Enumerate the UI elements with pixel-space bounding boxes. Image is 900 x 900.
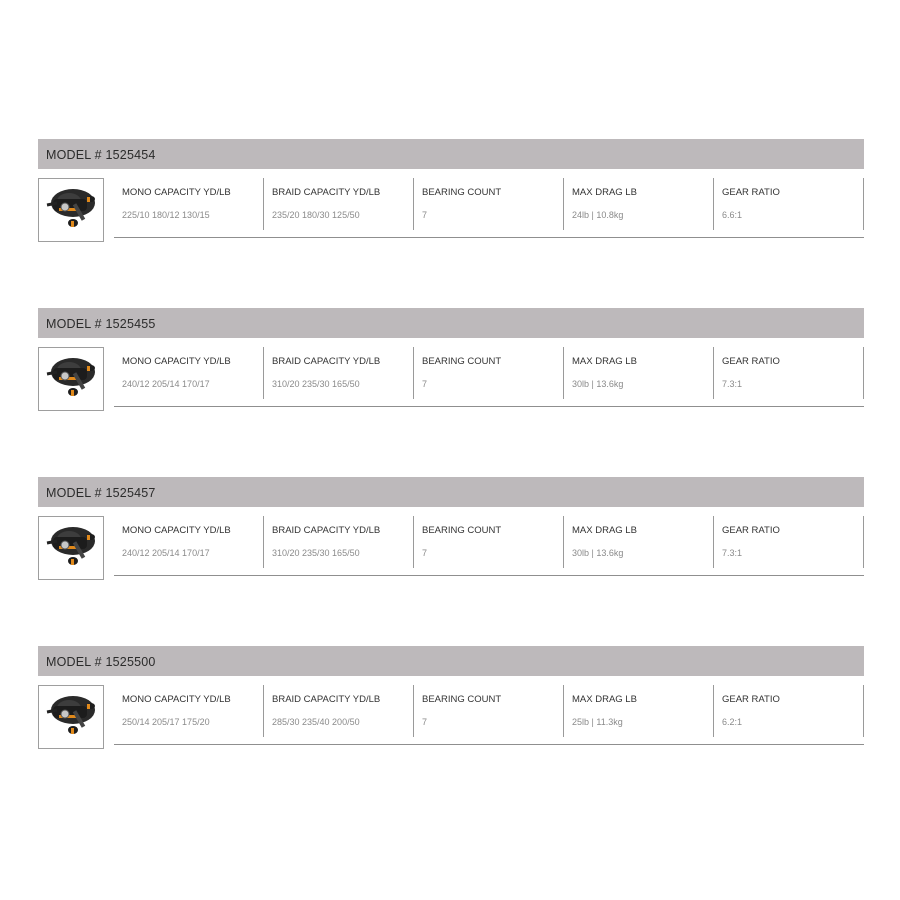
spec-label: MAX DRAG LB xyxy=(572,694,637,705)
spec-label: BEARING COUNT xyxy=(422,525,502,536)
spec-label: BRAID CAPACITY YD/LB xyxy=(272,187,381,198)
spec-value: 310/20 235/30 165/50 xyxy=(272,548,360,558)
spec-value: 7.3:1 xyxy=(722,379,743,389)
spec-label: GEAR RATIO xyxy=(722,356,780,367)
spec-label: BRAID CAPACITY YD/LB xyxy=(272,694,381,705)
spec-row xyxy=(114,685,864,745)
spec-value: 7.3:1 xyxy=(722,548,743,558)
spec-mono-capacity xyxy=(114,516,264,568)
spec-gear-ratio xyxy=(714,516,864,568)
spec-bearing-count xyxy=(414,516,564,568)
spec-label: MONO CAPACITY YD/LB xyxy=(122,525,231,536)
spec-row xyxy=(114,178,864,238)
spec-max-drag xyxy=(564,685,714,737)
spec-value: 30lb | 13.6kg xyxy=(572,548,624,558)
spec-value: 7 xyxy=(422,717,428,727)
spec-gear-ratio xyxy=(714,178,864,230)
spec-value: 7 xyxy=(422,379,428,389)
spec-label: GEAR RATIO xyxy=(722,694,780,705)
spec-gear-ratio xyxy=(714,347,864,399)
spec-mono-capacity xyxy=(114,347,264,399)
spec-braid-capacity xyxy=(264,685,414,737)
baitcasting-reel-icon[interactable] xyxy=(38,347,104,411)
model-header: MODEL # 1525454 xyxy=(38,139,864,169)
spec-value: 30lb | 13.6kg xyxy=(572,379,624,389)
model-card-2 xyxy=(38,308,864,408)
baitcasting-reel-icon[interactable] xyxy=(38,178,104,242)
spec-value: 240/12 205/14 170/17 xyxy=(122,379,210,389)
spec-value: 7 xyxy=(422,210,428,220)
spec-value: 250/14 205/17 175/20 xyxy=(122,717,210,727)
spec-mono-capacity xyxy=(114,685,264,737)
model-header: MODEL # 1525455 xyxy=(38,308,864,338)
spec-gear-ratio xyxy=(714,685,864,737)
spec-bearing-count xyxy=(414,685,564,737)
spec-row xyxy=(114,516,864,576)
spec-bearing-count xyxy=(414,347,564,399)
model-card-4 xyxy=(38,646,864,746)
model-card-3 xyxy=(38,477,864,577)
spec-label: MONO CAPACITY YD/LB xyxy=(122,694,231,705)
spec-value: 310/20 235/30 165/50 xyxy=(272,379,360,389)
spec-bearing-count xyxy=(414,178,564,230)
spec-label: GEAR RATIO xyxy=(722,525,780,536)
spec-value: 240/12 205/14 170/17 xyxy=(122,548,210,558)
spec-max-drag xyxy=(564,178,714,230)
spec-row xyxy=(114,347,864,407)
spec-value: 6.2:1 xyxy=(722,717,743,727)
spec-value: 24lb | 10.8kg xyxy=(572,210,624,220)
spec-max-drag xyxy=(564,347,714,399)
spec-braid-capacity xyxy=(264,178,414,230)
spec-label: BEARING COUNT xyxy=(422,694,502,705)
spec-value: 285/30 235/40 200/50 xyxy=(272,717,360,727)
spec-label: MONO CAPACITY YD/LB xyxy=(122,356,231,367)
spec-label: BRAID CAPACITY YD/LB xyxy=(272,356,381,367)
spec-value: 6.6:1 xyxy=(722,210,743,220)
spec-label: BEARING COUNT xyxy=(422,187,502,198)
spec-label: BRAID CAPACITY YD/LB xyxy=(272,525,381,536)
spec-label: GEAR RATIO xyxy=(722,187,780,198)
spec-braid-capacity xyxy=(264,347,414,399)
spec-label: MONO CAPACITY YD/LB xyxy=(122,187,231,198)
spec-braid-capacity xyxy=(264,516,414,568)
model-header: MODEL # 1525500 xyxy=(38,646,864,676)
model-card-1 xyxy=(38,139,864,239)
spec-value: 235/20 180/30 125/50 xyxy=(272,210,360,220)
model-header: MODEL # 1525457 xyxy=(38,477,864,507)
spec-label: BEARING COUNT xyxy=(422,356,502,367)
spec-value: 25lb | 11.3kg xyxy=(572,717,623,727)
spec-mono-capacity xyxy=(114,178,264,230)
spec-value: 225/10 180/12 130/15 xyxy=(122,210,210,220)
spec-label: MAX DRAG LB xyxy=(572,187,637,198)
spec-max-drag xyxy=(564,516,714,568)
spec-label: MAX DRAG LB xyxy=(572,356,637,367)
baitcasting-reel-icon[interactable] xyxy=(38,516,104,580)
baitcasting-reel-icon[interactable] xyxy=(38,685,104,749)
spec-value: 7 xyxy=(422,548,428,558)
spec-label: MAX DRAG LB xyxy=(572,525,637,536)
